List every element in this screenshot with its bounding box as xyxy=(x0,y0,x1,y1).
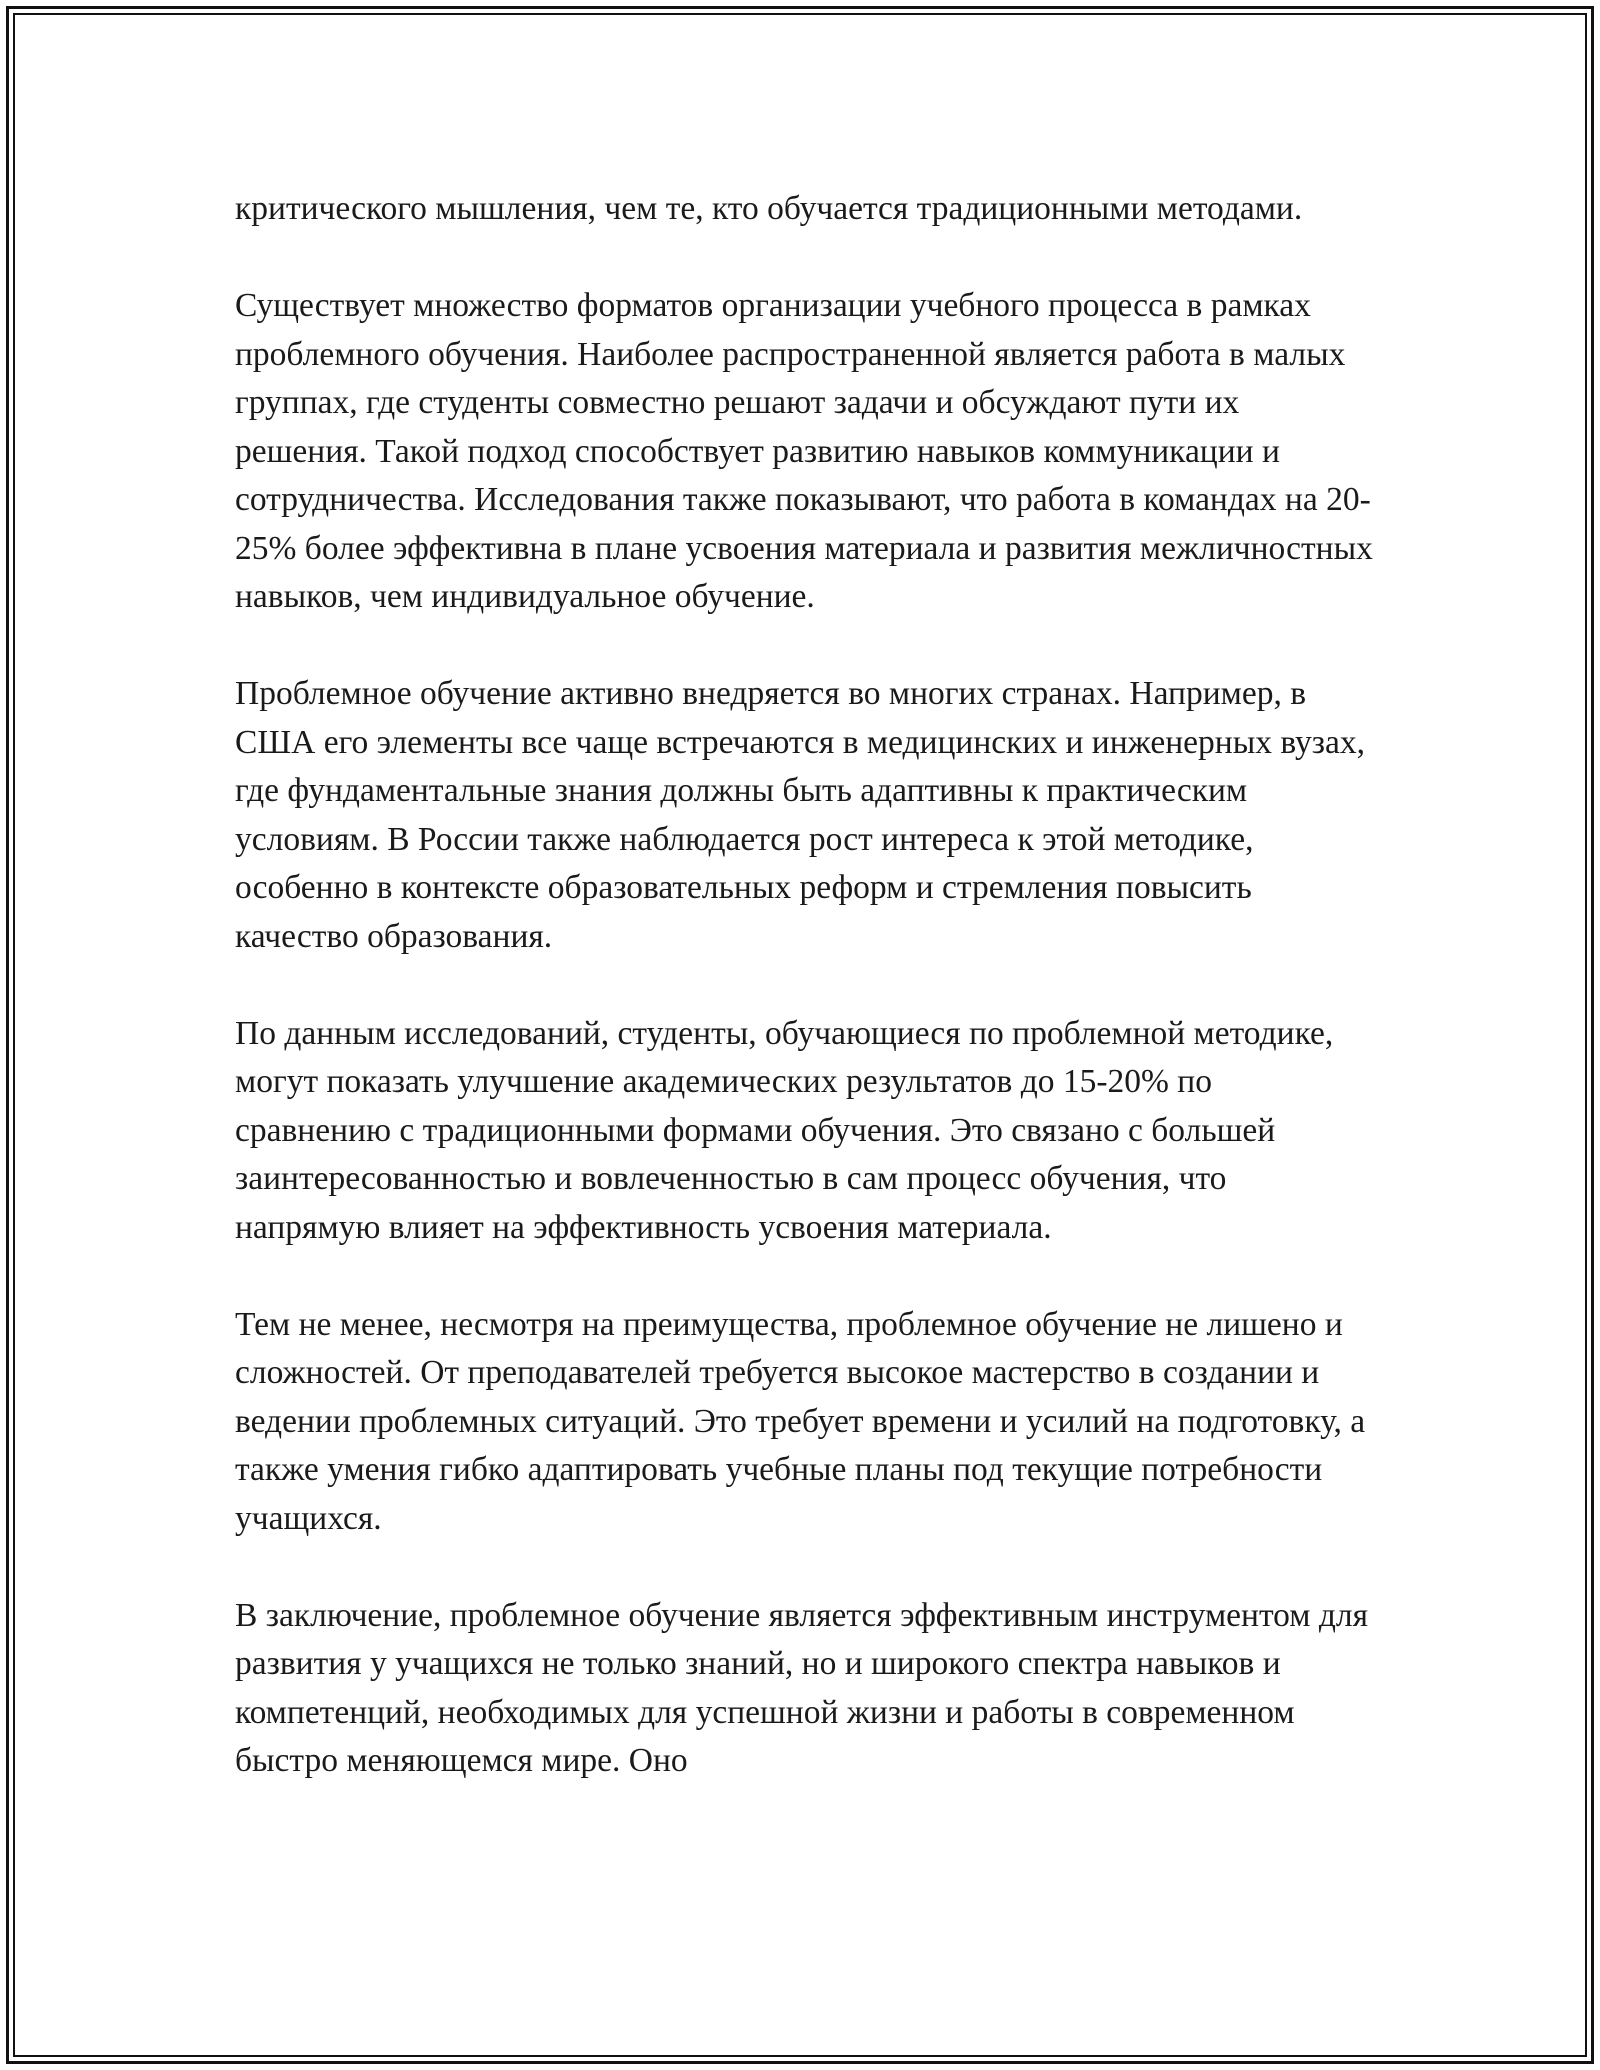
paragraph: критического мышления, чем те, кто обучается традиционными методами. xyxy=(235,190,1303,227)
document-body xyxy=(235,185,1375,1786)
paragraph: Тем не менее, несмотря на преимущества, проблемное обучение не лишено и сложностей. От преподавателей требуется высокое мастерство в создании и ведении проблемных ситуаций. Это требует времени и усилий на подготовку, а также умения гибко адаптировать учебные планы под текущие потребности учащихся. xyxy=(235,1305,1366,1537)
paragraph: По данным исследований, студенты, обучающиеся по проблемной методике, могут показать улучшение академических результатов до 15-20% по сравнению с традиционными формами обучения. Это связано с большей заинтересованностью и вовлеченностью в сам процесс обучения, что напрямую влияет на эффективность усвоения материала. xyxy=(235,1014,1334,1246)
paragraph: В заключение, проблемное обучение является эффективным инструментом для развития у учащихся не только знаний, но и широкого спектра навыков и компетенций, необходимых для успешной жизни и работы в современном быстро меняющемся мире. Оно xyxy=(235,1596,1369,1779)
paragraph: Проблемное обучение активно внедряется во многих странах. Например, в США его элементы все чаще встречаются в медицинских и инженерных вузах, где фундаментальные знания должны быть адаптивны к практическим условиям. В России также наблюдается рост интереса к этой методике, особенно в контексте образовательных реформ и стремления повысить качество образования. xyxy=(235,675,1365,955)
paragraph: Существует множество форматов организации учебного процесса в рамках проблемного обучения. Наиболее распространенной является работа в малых группах, где студенты совместно решают задачи и обсуждают пути их решения. Такой подход способствует развитию навыков коммуникации и сотрудничества. Исследования также показывают, что работа в командах на 20-25% более эффективна в плане усвоения материала и развития межличностных навыков, чем индивидуальное обучение. xyxy=(235,287,1373,615)
